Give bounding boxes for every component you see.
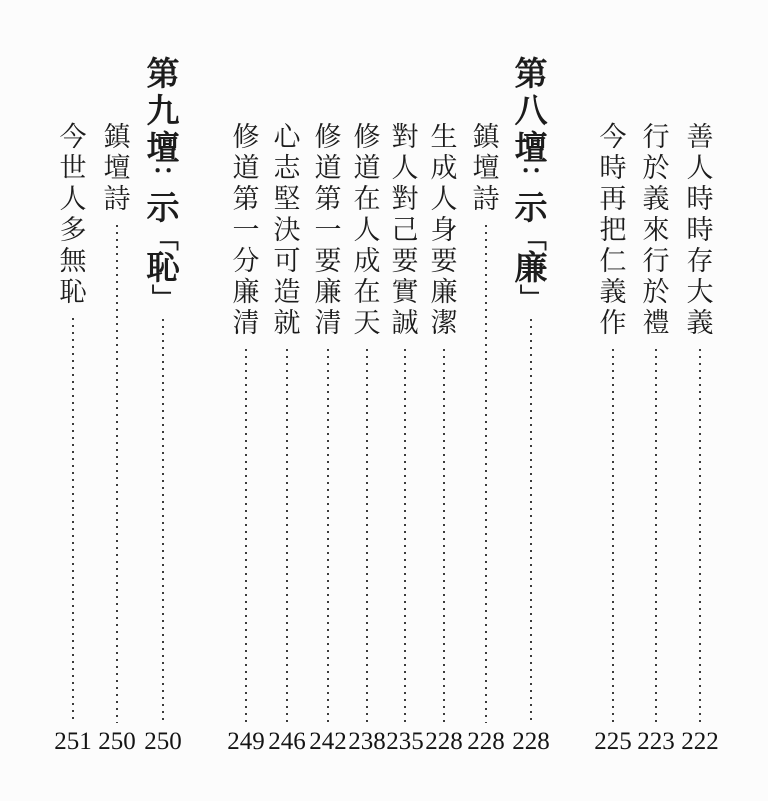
title-char: 廉 <box>314 277 342 308</box>
dotted-leader <box>162 319 164 723</box>
toc-entry <box>305 122 351 754</box>
title-char: 壇 <box>472 153 500 184</box>
title-char: 示 <box>514 188 548 227</box>
page-number: 249 <box>227 728 265 755</box>
title-char: 要 <box>391 246 419 277</box>
title-char: 第 <box>514 54 548 93</box>
page-number: 251 <box>54 728 92 755</box>
entry-title <box>687 122 714 339</box>
page-number: 250 <box>144 728 182 755</box>
title-char: 於 <box>642 153 670 184</box>
title-char: 鎮 <box>472 122 500 153</box>
toc-entry <box>50 122 96 754</box>
title-char: ： <box>147 164 179 191</box>
entry-title <box>643 122 670 339</box>
title-char: 第 <box>232 184 260 215</box>
title-char: 成 <box>353 246 381 277</box>
title-char: 成 <box>430 153 458 184</box>
title-char: 把 <box>599 215 627 246</box>
title-char: 實 <box>391 277 419 308</box>
title-char: 人 <box>353 215 381 246</box>
title-char: 時 <box>599 153 627 184</box>
title-char: 大 <box>686 277 714 308</box>
title-char: 人 <box>59 184 87 215</box>
toc-entry <box>223 122 269 754</box>
title-char: 無 <box>59 246 87 277</box>
entry-title <box>431 122 458 339</box>
title-char: 誠 <box>391 308 419 339</box>
title-char: 世 <box>59 153 87 184</box>
title-char: 行 <box>642 246 670 277</box>
entry-title <box>274 122 301 339</box>
title-char: 第 <box>146 54 180 93</box>
title-char: 善 <box>686 122 714 153</box>
title-char: 要 <box>430 246 458 277</box>
title-char: 清 <box>314 308 342 339</box>
entry-title <box>354 122 381 339</box>
title-char: 來 <box>642 215 670 246</box>
title-char: 存 <box>686 246 714 277</box>
entry-title <box>600 122 627 339</box>
toc-entry <box>264 122 310 754</box>
title-char: 在 <box>353 277 381 308</box>
title-char: 人 <box>430 184 458 215</box>
title-char: 造 <box>273 277 301 308</box>
toc-entry <box>463 122 509 754</box>
title-char: 第 <box>314 184 342 215</box>
title-char: 」 <box>147 284 179 311</box>
title-char: 身 <box>430 215 458 246</box>
section-title <box>515 55 548 309</box>
page-number: 228 <box>425 728 463 755</box>
title-char: 對 <box>391 184 419 215</box>
dotted-leader <box>699 349 701 723</box>
title-char: 義 <box>642 184 670 215</box>
title-char: 八 <box>514 91 548 130</box>
title-char: 決 <box>273 215 301 246</box>
title-char: 堅 <box>273 184 301 215</box>
title-char: 清 <box>232 308 260 339</box>
title-char: 示 <box>146 188 180 227</box>
title-char: 「 <box>515 224 547 251</box>
title-char: ： <box>515 164 547 191</box>
dotted-leader <box>327 349 329 723</box>
dotted-leader <box>655 349 657 723</box>
title-char: 修 <box>353 122 381 153</box>
title-char: 義 <box>686 308 714 339</box>
title-char: 分 <box>232 246 260 277</box>
page-number: 242 <box>309 728 347 755</box>
dotted-leader <box>404 349 406 723</box>
entry-title <box>315 122 342 339</box>
entry-title <box>233 122 260 339</box>
dotted-leader <box>245 349 247 723</box>
title-char: 人 <box>391 153 419 184</box>
page-number: 228 <box>467 728 505 755</box>
dotted-leader <box>286 349 288 723</box>
page-number: 238 <box>348 728 386 755</box>
title-char: 義 <box>599 277 627 308</box>
toc-entry <box>590 122 636 754</box>
entry-title <box>392 122 419 339</box>
title-char: 道 <box>353 153 381 184</box>
title-char: 壇 <box>146 128 180 167</box>
title-char: 廉 <box>430 277 458 308</box>
toc-section-header <box>508 55 554 754</box>
title-char: 今 <box>599 122 627 153</box>
page-number: 250 <box>98 728 136 755</box>
title-char: 就 <box>273 308 301 339</box>
title-char: 壇 <box>514 128 548 167</box>
dotted-leader <box>530 319 532 723</box>
title-char: 」 <box>515 284 547 311</box>
title-char: 行 <box>642 122 670 153</box>
title-char: 廉 <box>514 248 548 287</box>
title-char: 再 <box>599 184 627 215</box>
title-char: 壇 <box>103 153 131 184</box>
title-char: 時 <box>686 184 714 215</box>
entry-title <box>104 122 131 215</box>
toc-entry <box>633 122 679 754</box>
title-char: 可 <box>273 246 301 277</box>
toc-entry <box>94 122 140 754</box>
page-number: 222 <box>681 728 719 755</box>
title-char: 心 <box>273 122 301 153</box>
dotted-leader <box>443 349 445 723</box>
page-number: 235 <box>386 728 424 755</box>
page-number: 246 <box>268 728 306 755</box>
page-number: 225 <box>594 728 632 755</box>
title-char: 作 <box>599 308 627 339</box>
dotted-leader <box>485 225 487 723</box>
title-char: 天 <box>353 308 381 339</box>
title-char: 於 <box>642 277 670 308</box>
dotted-leader <box>612 349 614 723</box>
entry-title <box>473 122 500 215</box>
title-char: 恥 <box>146 248 180 287</box>
title-char: 鎮 <box>103 122 131 153</box>
section-title <box>147 55 180 309</box>
title-char: 對 <box>391 122 419 153</box>
title-char: 九 <box>146 91 180 130</box>
title-char: 廉 <box>232 277 260 308</box>
entry-title <box>60 122 87 308</box>
title-char: 道 <box>314 153 342 184</box>
dotted-leader <box>72 318 74 723</box>
title-char: 己 <box>391 215 419 246</box>
toc-section-header <box>140 55 186 754</box>
title-char: 一 <box>232 215 260 246</box>
title-char: 生 <box>430 122 458 153</box>
title-char: 仁 <box>599 246 627 277</box>
title-char: 恥 <box>59 277 87 308</box>
page-number: 223 <box>637 728 675 755</box>
title-char: 修 <box>232 122 260 153</box>
title-char: 要 <box>314 246 342 277</box>
title-char: 多 <box>59 215 87 246</box>
title-char: 一 <box>314 215 342 246</box>
title-char: 今 <box>59 122 87 153</box>
title-char: 「 <box>147 224 179 251</box>
title-char: 在 <box>353 184 381 215</box>
toc-entry <box>677 122 723 754</box>
dotted-leader <box>116 225 118 723</box>
title-char: 禮 <box>642 308 670 339</box>
title-char: 修 <box>314 122 342 153</box>
title-char: 時 <box>686 215 714 246</box>
title-char: 詩 <box>103 184 131 215</box>
page-number: 228 <box>512 728 550 755</box>
dotted-leader <box>366 349 368 723</box>
title-char: 潔 <box>430 308 458 339</box>
title-char: 人 <box>686 153 714 184</box>
title-char: 志 <box>273 153 301 184</box>
title-char: 道 <box>232 153 260 184</box>
title-char: 詩 <box>472 184 500 215</box>
